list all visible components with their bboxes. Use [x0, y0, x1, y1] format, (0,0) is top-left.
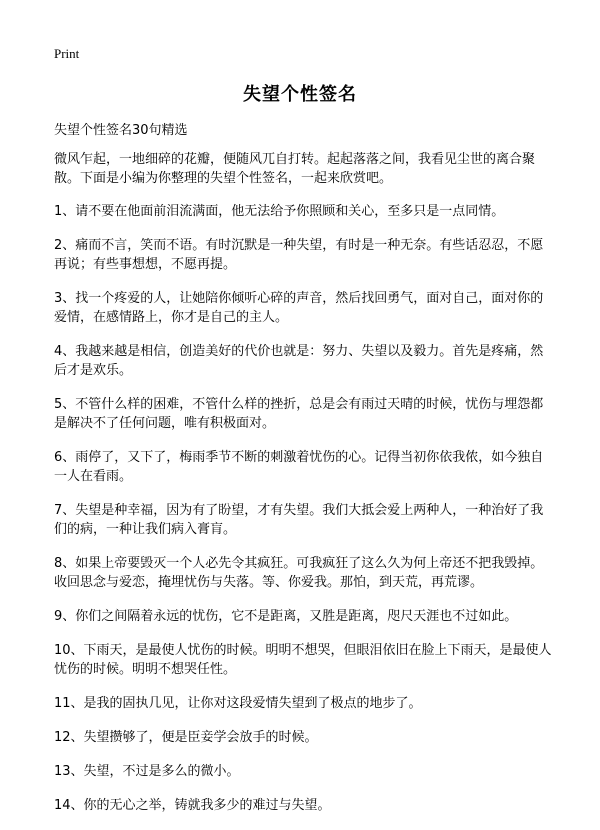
quote-item-6: 6、雨停了，又下了，梅雨季节不断的刺激着忧伤的心。记得当初你依我侬，如今独自一人在看雨。 [54, 450, 544, 484]
quote-item-10: 10、下雨天，是最使人忧伤的时候。明明不想哭，但眼泪依旧在脸上下雨天，是最使人忧伤的时候。明明不想哭任性。 [54, 643, 552, 677]
quote-item-5: 5、不管什么样的困难，不管什么样的挫折，总是会有雨过天晴的时候，忧伤与埋怨都是解决不了任何问题，唯有积极面对。 [54, 397, 544, 431]
quote-item-2: 2、痛而不言，笑而不语。有时沉默是一种失望，有时是一种无奈。有些话忍忍，不愿再说；有些事想想，不愿再提。 [54, 238, 544, 272]
page-title: 失望个性签名 [243, 84, 357, 105]
quote-item-9: 9、你们之间隔着永远的忧伤，它不是距离，又胜是距离，咫尺天涯也不过如此。 [54, 609, 518, 624]
article-subtitle: 失望个性签名30句精选 [54, 123, 188, 138]
quote-item-7: 7、失望是种幸福，因为有了盼望，才有失望。我们大抵会爱上两种人，一种治好了我们的病，一种让我们病入膏肓。 [54, 503, 544, 537]
quote-item-3: 3、找一个疼爱的人，让她陪你倾听心碎的声音，然后找回勇气，面对自己，面对你的爱情，在感情路上，你才是自己的主人。 [54, 291, 544, 325]
quote-item-13: 13、失望，不过是多么的微小。 [54, 764, 240, 779]
intro-paragraph: 微风乍起，一地细碎的花瓣，便随风兀自打转。起起落落之间，我看见尘世的离合聚散。下面是小编为你整理的失望个性签名，一起来欣赏吧。 [54, 152, 536, 186]
quote-item-14: 14、你的无心之举，铸就我多少的难过与失望。 [54, 798, 331, 813]
print-link[interactable]: Print [54, 46, 80, 61]
article-body [54, 150, 552, 830]
quote-item-1: 1、请不要在他面前泪流满面，他无法给予你照顾和关心，至多只是一点同情。 [54, 204, 505, 219]
quote-item-8: 8、如果上帝要毁灭一个人必先令其疯狂。可我疯狂了这么久为何上帝还不把我毁掉。收回思念与爱恋，掩埋忧伤与失落。等、你爱我。那怕，到天荒，再荒谬。 [54, 556, 544, 590]
quote-item-4: 4、我越来越是相信，创造美好的代价也就是：努力、失望以及毅力。首先是疼痛，然后才是欢乐。 [54, 344, 544, 378]
quote-item-12: 12、失望攒够了，便是臣妾学会放手的时候。 [54, 730, 318, 745]
quote-item-11: 11、是我的固执几见，让你对这段爱情失望到了极点的地步了。 [54, 696, 422, 711]
